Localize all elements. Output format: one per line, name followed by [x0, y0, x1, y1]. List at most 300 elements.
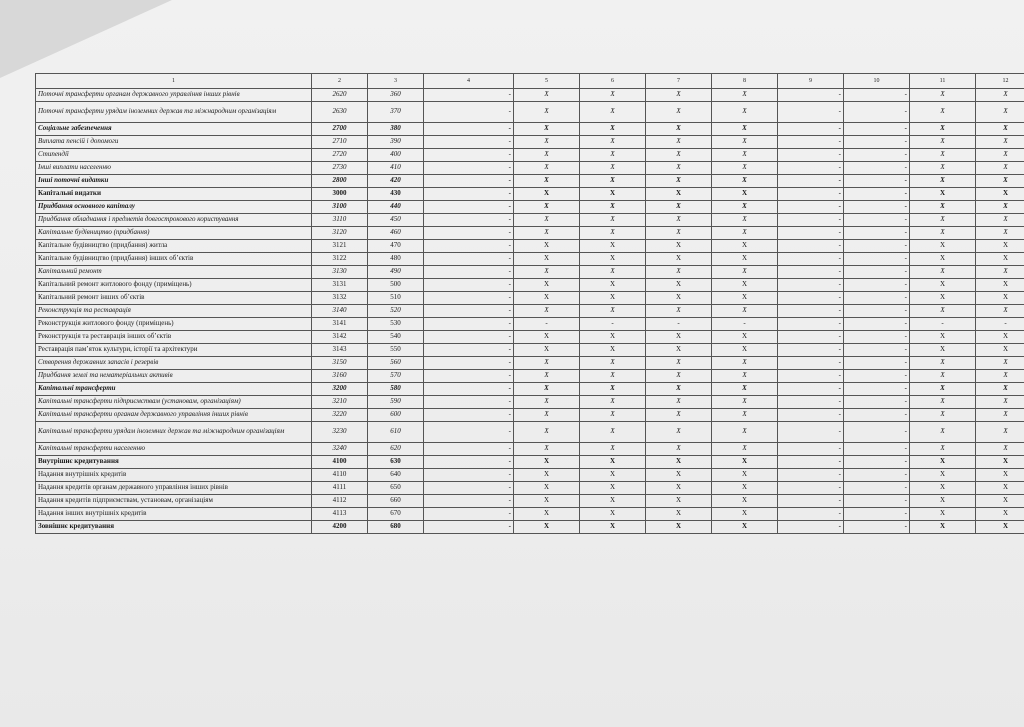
kekv-code: 3122: [312, 253, 368, 266]
row-label: Надання кредитів органам державного управління інших рівнів: [36, 482, 312, 495]
cell-c10: -: [844, 266, 910, 279]
row-code: 400: [368, 149, 424, 162]
table-row: [36, 396, 1024, 409]
kekv-code: 4113: [312, 508, 368, 521]
cell-c11: X: [910, 409, 976, 422]
column-number-row: [36, 74, 1024, 89]
col-header-7: 7: [646, 74, 712, 89]
row-code: 560: [368, 357, 424, 370]
cell-c4: -: [424, 201, 514, 214]
table-row: [36, 456, 1024, 469]
cell-c7: X: [646, 227, 712, 240]
cell-c4: -: [424, 214, 514, 227]
kekv-code: 3140: [312, 305, 368, 318]
row-label: Реконструкція житлового фонду (приміщень): [36, 318, 312, 331]
cell-c6: X: [580, 240, 646, 253]
cell-c4: -: [424, 495, 514, 508]
cell-c7: X: [646, 214, 712, 227]
row-label: Капітальні трансферти: [36, 383, 312, 396]
row-label: Соціальне забезпечення: [36, 123, 312, 136]
row-label: Реконструкція та реставрація: [36, 305, 312, 318]
cell-c8: X: [712, 521, 778, 534]
cell-c10: -: [844, 292, 910, 305]
cell-c8: X: [712, 482, 778, 495]
cell-c11: X: [910, 240, 976, 253]
cell-c7: X: [646, 409, 712, 422]
cell-c6: X: [580, 253, 646, 266]
kekv-code: 2620: [312, 89, 368, 102]
cell-c11: X: [910, 422, 976, 443]
cell-c10: -: [844, 136, 910, 149]
cell-c5: X: [514, 443, 580, 456]
cell-c5: X: [514, 292, 580, 305]
cell-c6: X: [580, 214, 646, 227]
kekv-code: 3130: [312, 266, 368, 279]
cell-c5: X: [514, 370, 580, 383]
cell-c7: X: [646, 305, 712, 318]
cell-c7: X: [646, 469, 712, 482]
kekv-code: 3132: [312, 292, 368, 305]
cell-c6: X: [580, 443, 646, 456]
cell-c11: X: [910, 175, 976, 188]
cell-c10: -: [844, 383, 910, 396]
cell-c8: X: [712, 162, 778, 175]
cell-c5: X: [514, 162, 580, 175]
cell-c11: X: [910, 214, 976, 227]
cell-c9: -: [778, 318, 844, 331]
cell-c8: X: [712, 422, 778, 443]
row-code: 590: [368, 396, 424, 409]
cell-c5: X: [514, 175, 580, 188]
cell-c12: X: [976, 240, 1024, 253]
cell-c12: X: [976, 279, 1024, 292]
cell-c4: -: [424, 188, 514, 201]
cell-c11: X: [910, 136, 976, 149]
cell-c10: -: [844, 123, 910, 136]
cell-c10: -: [844, 443, 910, 456]
row-label: Інші поточні видатки: [36, 175, 312, 188]
cell-c4: -: [424, 508, 514, 521]
row-code: 610: [368, 422, 424, 443]
cell-c11: X: [910, 188, 976, 201]
cell-c5: X: [514, 508, 580, 521]
kekv-code: 3000: [312, 188, 368, 201]
cell-c4: -: [424, 443, 514, 456]
cell-c5: X: [514, 253, 580, 266]
cell-c5: X: [514, 227, 580, 240]
table-row: [36, 508, 1024, 521]
table-row: [36, 495, 1024, 508]
cell-c12: X: [976, 102, 1024, 123]
cell-c11: X: [910, 292, 976, 305]
row-label: Капітальне будівництво (придбання) інших об’єктів: [36, 253, 312, 266]
cell-c8: X: [712, 253, 778, 266]
cell-c7: X: [646, 102, 712, 123]
cell-c10: -: [844, 396, 910, 409]
cell-c11: X: [910, 482, 976, 495]
cell-c10: -: [844, 175, 910, 188]
cell-c10: -: [844, 102, 910, 123]
cell-c5: X: [514, 149, 580, 162]
cell-c6: X: [580, 456, 646, 469]
cell-c8: X: [712, 508, 778, 521]
row-label: Капітальний ремонт житлового фонду (приміщень): [36, 279, 312, 292]
row-code: 490: [368, 266, 424, 279]
cell-c6: X: [580, 149, 646, 162]
cell-c10: -: [844, 370, 910, 383]
cell-c6: X: [580, 279, 646, 292]
row-label: Капітальні трансферти підприємствам (установам, організаціям): [36, 396, 312, 409]
table-row: [36, 162, 1024, 175]
cell-c5: X: [514, 469, 580, 482]
cell-c10: -: [844, 357, 910, 370]
kekv-code: 3150: [312, 357, 368, 370]
cell-c12: X: [976, 508, 1024, 521]
cell-c4: -: [424, 318, 514, 331]
cell-c12: -: [976, 318, 1024, 331]
cell-c7: X: [646, 253, 712, 266]
table-row: [36, 123, 1024, 136]
row-label: Капітальний ремонт інших об’єктів: [36, 292, 312, 305]
cell-c5: X: [514, 201, 580, 214]
cell-c5: X: [514, 279, 580, 292]
cell-c8: X: [712, 240, 778, 253]
cell-c11: X: [910, 102, 976, 123]
col-header-4: 4: [424, 74, 514, 89]
cell-c12: X: [976, 253, 1024, 266]
cell-c11: X: [910, 443, 976, 456]
cell-c7: X: [646, 149, 712, 162]
cell-c8: X: [712, 357, 778, 370]
cell-c5: -: [514, 318, 580, 331]
cell-c4: -: [424, 102, 514, 123]
cell-c5: X: [514, 409, 580, 422]
cell-c9: -: [778, 331, 844, 344]
cell-c12: X: [976, 331, 1024, 344]
kekv-code: 2720: [312, 149, 368, 162]
col-header-11: 11: [910, 74, 976, 89]
cell-c4: -: [424, 279, 514, 292]
cell-c11: X: [910, 162, 976, 175]
cell-c6: X: [580, 266, 646, 279]
cell-c6: X: [580, 396, 646, 409]
cell-c6: X: [580, 175, 646, 188]
cell-c12: X: [976, 396, 1024, 409]
row-code: 450: [368, 214, 424, 227]
cell-c8: X: [712, 188, 778, 201]
cell-c8: X: [712, 409, 778, 422]
cell-c8: X: [712, 175, 778, 188]
cell-c9: -: [778, 292, 844, 305]
cell-c12: X: [976, 89, 1024, 102]
col-header-3: 3: [368, 74, 424, 89]
row-code: 540: [368, 331, 424, 344]
cell-c7: X: [646, 508, 712, 521]
cell-c11: X: [910, 357, 976, 370]
cell-c8: X: [712, 331, 778, 344]
cell-c8: X: [712, 102, 778, 123]
table-row: [36, 409, 1024, 422]
row-code: 380: [368, 123, 424, 136]
cell-c11: X: [910, 495, 976, 508]
kekv-code: 2630: [312, 102, 368, 123]
cell-c7: -: [646, 318, 712, 331]
cell-c9: -: [778, 188, 844, 201]
cell-c6: X: [580, 370, 646, 383]
table-row: [36, 279, 1024, 292]
table-row: [36, 188, 1024, 201]
row-code: 440: [368, 201, 424, 214]
cell-c5: X: [514, 89, 580, 102]
cell-c5: X: [514, 344, 580, 357]
cell-c7: X: [646, 495, 712, 508]
table-row: [36, 469, 1024, 482]
table-row: [36, 422, 1024, 443]
table-row: [36, 253, 1024, 266]
row-label: Надання кредитів підприємствам, установам, організаціям: [36, 495, 312, 508]
row-label: Поточні трансферти урядам іноземних держав та міжнародним організаціям: [36, 102, 312, 123]
col-header-8: 8: [712, 74, 778, 89]
cell-c7: X: [646, 521, 712, 534]
kekv-code: 3143: [312, 344, 368, 357]
row-label: Надання внутрішніх кредитів: [36, 469, 312, 482]
cell-c12: X: [976, 422, 1024, 443]
row-label: Придбання обладнання і предметів довгострокового користування: [36, 214, 312, 227]
cell-c12: X: [976, 456, 1024, 469]
cell-c7: X: [646, 123, 712, 136]
table-row: [36, 201, 1024, 214]
cell-c10: -: [844, 456, 910, 469]
cell-c12: X: [976, 443, 1024, 456]
cell-c4: -: [424, 149, 514, 162]
cell-c7: X: [646, 89, 712, 102]
row-label: Стипендії: [36, 149, 312, 162]
table-row: [36, 149, 1024, 162]
row-code: 620: [368, 443, 424, 456]
cell-c4: -: [424, 227, 514, 240]
cell-c6: X: [580, 508, 646, 521]
cell-c11: X: [910, 396, 976, 409]
cell-c10: -: [844, 422, 910, 443]
cell-c6: X: [580, 357, 646, 370]
cell-c10: -: [844, 495, 910, 508]
cell-c9: -: [778, 383, 844, 396]
cell-c7: X: [646, 240, 712, 253]
cell-c12: X: [976, 495, 1024, 508]
cell-c11: X: [910, 123, 976, 136]
cell-c9: -: [778, 227, 844, 240]
cell-c8: X: [712, 266, 778, 279]
cell-c6: X: [580, 188, 646, 201]
cell-c8: X: [712, 396, 778, 409]
cell-c7: X: [646, 357, 712, 370]
cell-c8: -: [712, 318, 778, 331]
row-code: 660: [368, 495, 424, 508]
cell-c10: -: [844, 227, 910, 240]
row-label: Створення державних запасів і резервів: [36, 357, 312, 370]
cell-c8: X: [712, 201, 778, 214]
cell-c4: -: [424, 357, 514, 370]
kekv-code: 3121: [312, 240, 368, 253]
cell-c8: X: [712, 149, 778, 162]
cell-c12: X: [976, 344, 1024, 357]
cell-c6: X: [580, 123, 646, 136]
cell-c7: X: [646, 292, 712, 305]
cell-c9: -: [778, 253, 844, 266]
cell-c10: -: [844, 331, 910, 344]
cell-c5: X: [514, 396, 580, 409]
cell-c9: -: [778, 508, 844, 521]
cell-c7: X: [646, 136, 712, 149]
row-code: 420: [368, 175, 424, 188]
cell-c10: -: [844, 89, 910, 102]
cell-c6: X: [580, 331, 646, 344]
cell-c9: -: [778, 357, 844, 370]
row-code: 460: [368, 227, 424, 240]
table-row: [36, 89, 1024, 102]
cell-c9: -: [778, 495, 844, 508]
row-label: Виплата пенсій і допомоги: [36, 136, 312, 149]
cell-c4: -: [424, 370, 514, 383]
cell-c5: X: [514, 521, 580, 534]
cell-c8: X: [712, 456, 778, 469]
row-code: 670: [368, 508, 424, 521]
table-row: [36, 227, 1024, 240]
cell-c9: -: [778, 521, 844, 534]
cell-c7: X: [646, 279, 712, 292]
cell-c9: -: [778, 409, 844, 422]
cell-c5: X: [514, 240, 580, 253]
cell-c9: -: [778, 396, 844, 409]
kekv-code: 2800: [312, 175, 368, 188]
table-row: [36, 370, 1024, 383]
cell-c9: -: [778, 422, 844, 443]
cell-c8: X: [712, 370, 778, 383]
cell-c10: -: [844, 188, 910, 201]
row-label: Капітальні трансферти урядам іноземних держав та міжнародним організаціям: [36, 422, 312, 443]
cell-c9: -: [778, 214, 844, 227]
cell-c9: -: [778, 305, 844, 318]
row-label: Придбання землі та нематеріальних активів: [36, 370, 312, 383]
kekv-code: 2730: [312, 162, 368, 175]
cell-c6: X: [580, 482, 646, 495]
cell-c4: -: [424, 136, 514, 149]
cell-c9: -: [778, 175, 844, 188]
cell-c4: -: [424, 331, 514, 344]
cell-c12: X: [976, 123, 1024, 136]
cell-c5: X: [514, 495, 580, 508]
cell-c12: X: [976, 227, 1024, 240]
cell-c5: X: [514, 357, 580, 370]
cell-c5: X: [514, 188, 580, 201]
row-label: Капітальне будівництво (придбання): [36, 227, 312, 240]
cell-c4: -: [424, 253, 514, 266]
cell-c8: X: [712, 383, 778, 396]
row-code: 550: [368, 344, 424, 357]
cell-c4: -: [424, 482, 514, 495]
cell-c5: X: [514, 456, 580, 469]
cell-c10: -: [844, 482, 910, 495]
cell-c11: X: [910, 508, 976, 521]
cell-c7: X: [646, 344, 712, 357]
cell-c5: X: [514, 383, 580, 396]
cell-c5: X: [514, 214, 580, 227]
cell-c12: X: [976, 149, 1024, 162]
row-code: 370: [368, 102, 424, 123]
cell-c9: -: [778, 456, 844, 469]
table-row: [36, 102, 1024, 123]
row-code: 570: [368, 370, 424, 383]
cell-c9: -: [778, 240, 844, 253]
kekv-code: 2710: [312, 136, 368, 149]
row-code: 470: [368, 240, 424, 253]
cell-c4: -: [424, 240, 514, 253]
cell-c8: X: [712, 443, 778, 456]
table-row: [36, 318, 1024, 331]
col-header-6: 6: [580, 74, 646, 89]
cell-c10: -: [844, 469, 910, 482]
col-header-2: 2: [312, 74, 368, 89]
kekv-code: 4100: [312, 456, 368, 469]
cell-c11: X: [910, 305, 976, 318]
table-row: [36, 292, 1024, 305]
cell-c8: X: [712, 344, 778, 357]
cell-c12: X: [976, 521, 1024, 534]
report-table: [35, 73, 1024, 534]
cell-c6: X: [580, 89, 646, 102]
col-header-10: 10: [844, 74, 910, 89]
cell-c12: X: [976, 292, 1024, 305]
cell-c10: -: [844, 149, 910, 162]
kekv-code: 3200: [312, 383, 368, 396]
cell-c10: -: [844, 521, 910, 534]
cell-c9: -: [778, 370, 844, 383]
cell-c6: -: [580, 318, 646, 331]
cell-c10: -: [844, 508, 910, 521]
cell-c7: X: [646, 188, 712, 201]
cell-c6: X: [580, 495, 646, 508]
row-code: 530: [368, 318, 424, 331]
row-label: Реконструкція та реставрація інших об’єктів: [36, 331, 312, 344]
cell-c8: X: [712, 136, 778, 149]
row-label: Капітальні видатки: [36, 188, 312, 201]
cell-c8: X: [712, 292, 778, 305]
row-code: 680: [368, 521, 424, 534]
cell-c10: -: [844, 162, 910, 175]
col-header-12: 12: [976, 74, 1024, 89]
cell-c12: X: [976, 409, 1024, 422]
table-row: [36, 175, 1024, 188]
kekv-code: 3141: [312, 318, 368, 331]
cell-c12: X: [976, 383, 1024, 396]
kekv-code: 3210: [312, 396, 368, 409]
cell-c8: X: [712, 495, 778, 508]
row-label: Придбання основного капіталу: [36, 201, 312, 214]
cell-c5: X: [514, 123, 580, 136]
kekv-code: 3240: [312, 443, 368, 456]
cell-c4: -: [424, 123, 514, 136]
table-row: [36, 305, 1024, 318]
row-code: 390: [368, 136, 424, 149]
cell-c12: X: [976, 175, 1024, 188]
cell-c5: X: [514, 482, 580, 495]
cell-c12: X: [976, 136, 1024, 149]
cell-c5: X: [514, 266, 580, 279]
row-code: 630: [368, 456, 424, 469]
cell-c4: -: [424, 383, 514, 396]
row-code: 430: [368, 188, 424, 201]
cell-c4: -: [424, 396, 514, 409]
